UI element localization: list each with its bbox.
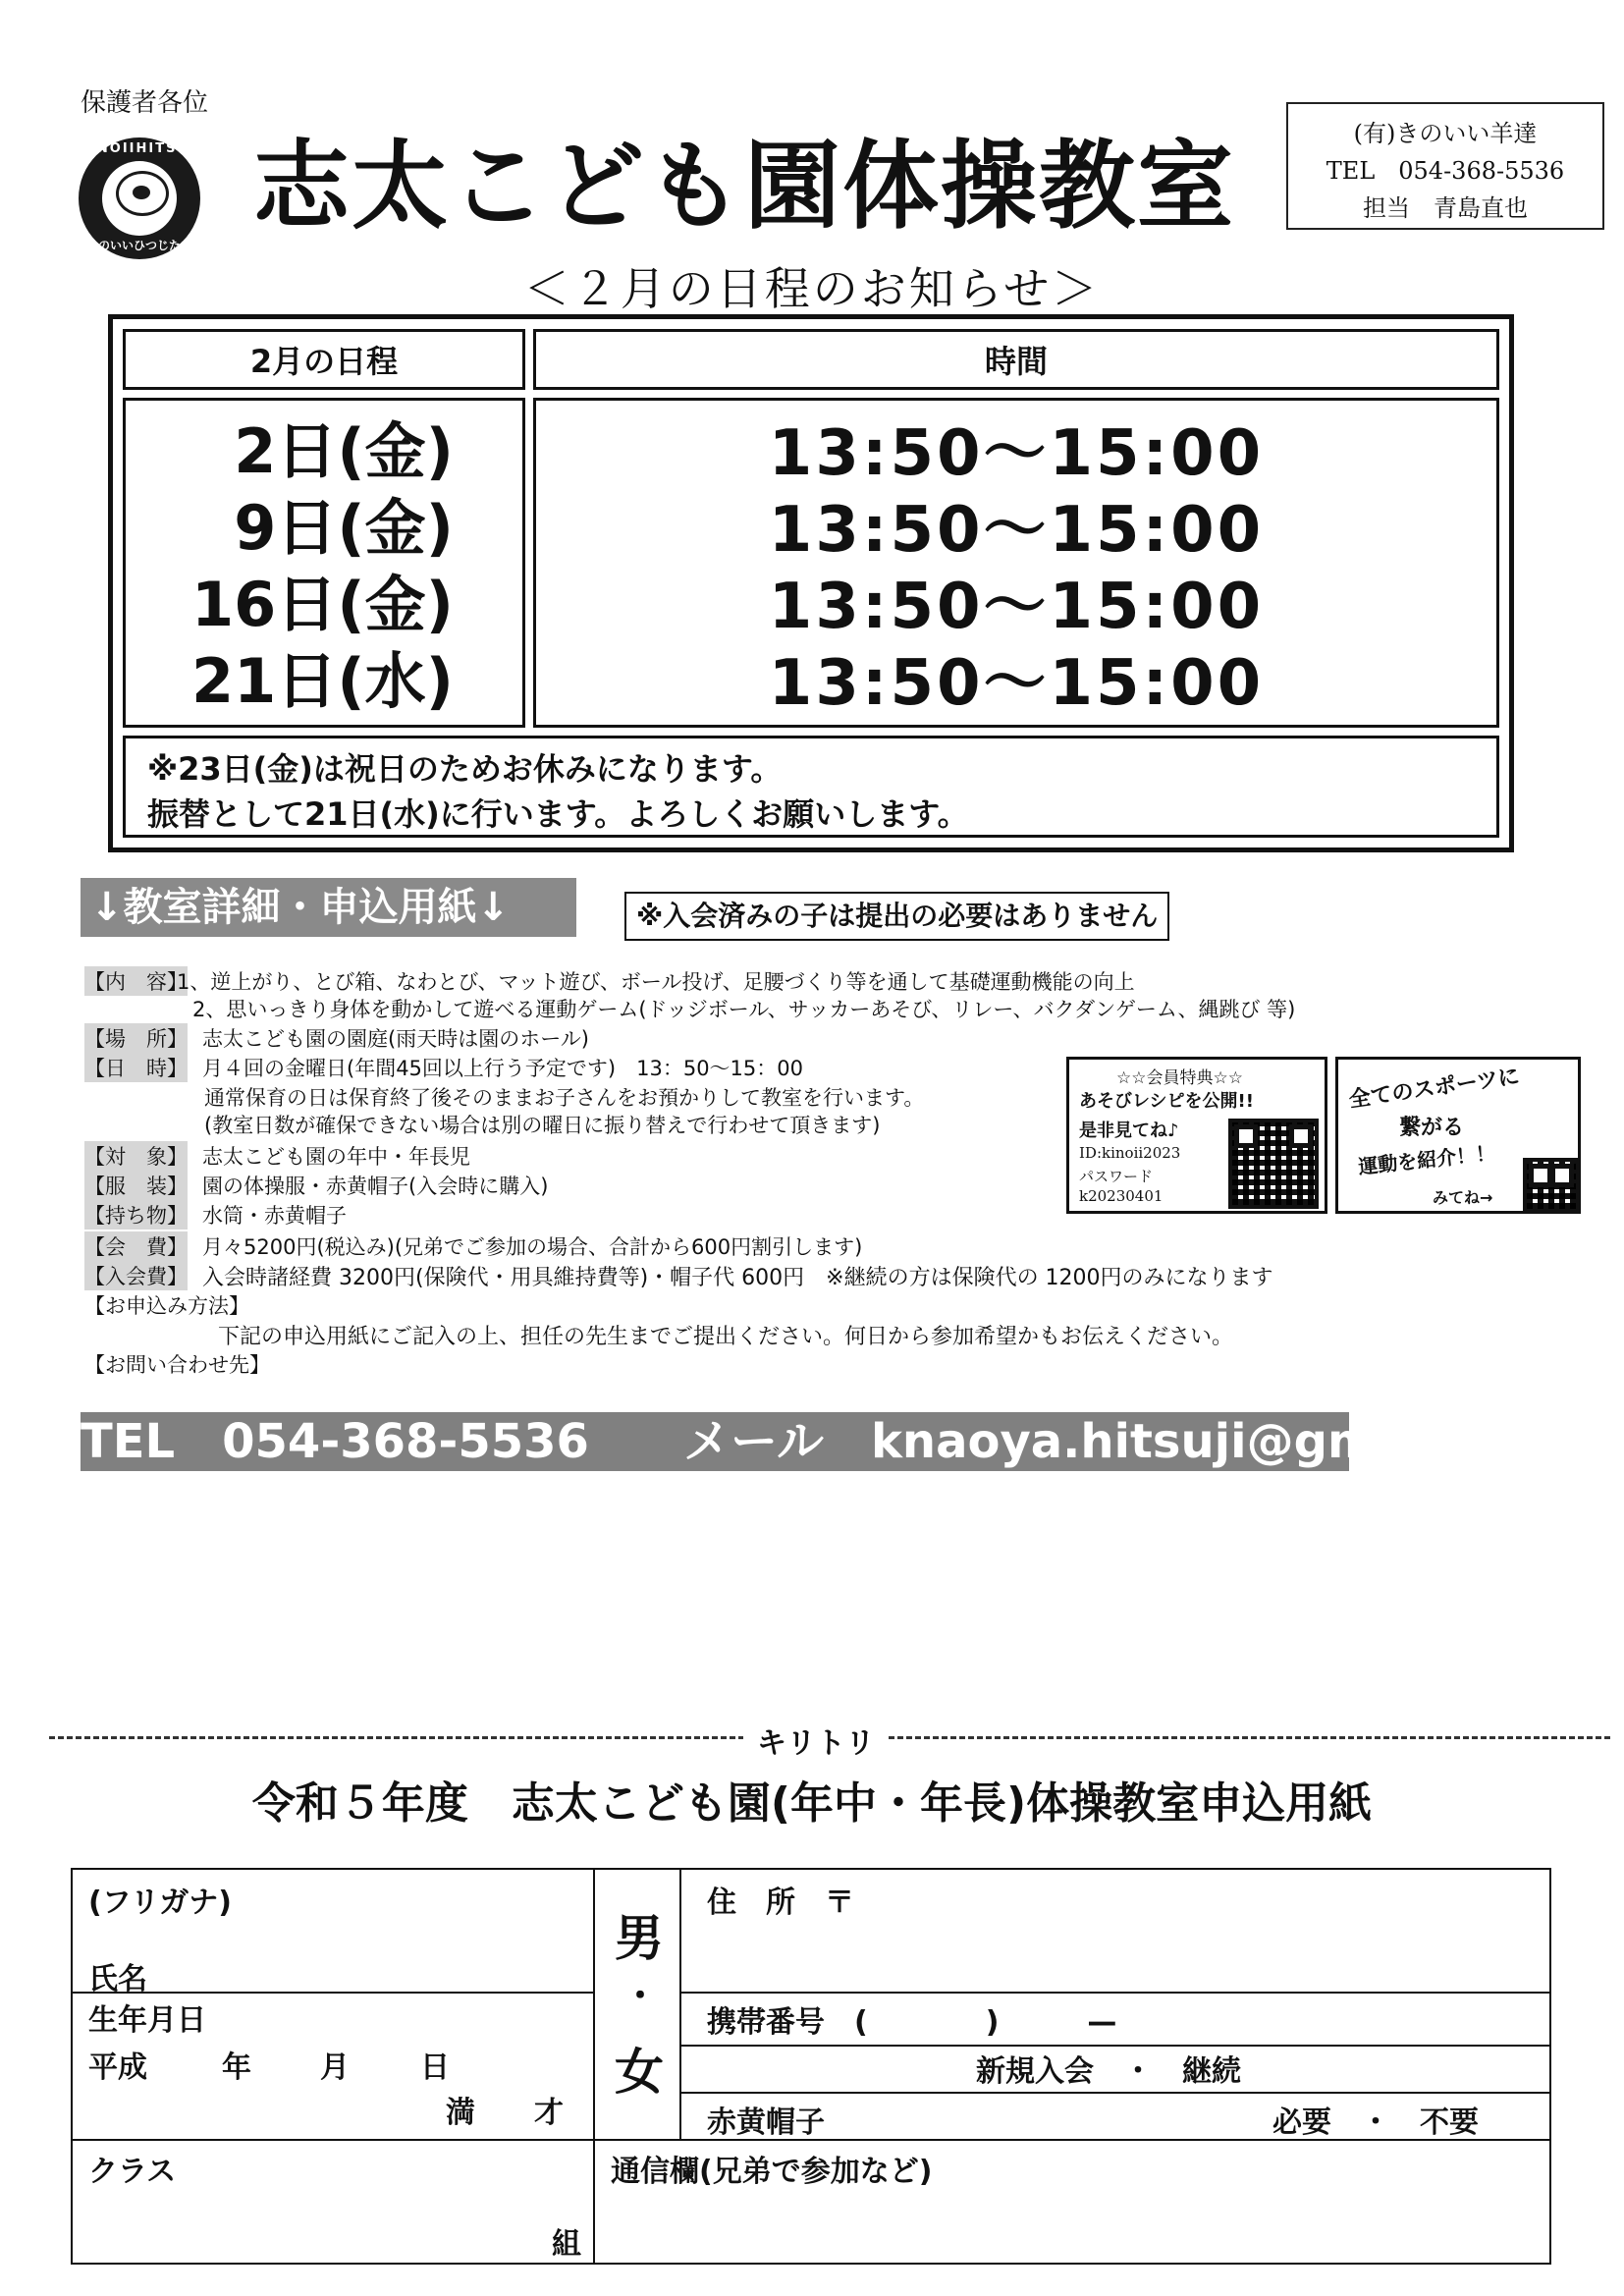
content-label: 【内 容】 xyxy=(84,966,188,996)
datetime-label: 【日 時】 xyxy=(84,1053,188,1082)
class-field[interactable]: クラス xyxy=(88,2155,177,2189)
birth-year-field[interactable]: 年 xyxy=(222,2050,251,2085)
target-text: 志太こども園の年中・年長児 xyxy=(202,1145,470,1169)
address-field[interactable]: 住 所 〒 xyxy=(707,1886,854,1920)
place-label: 【場 所】 xyxy=(84,1023,188,1053)
schedule-time: 13:50〜15:00 xyxy=(768,417,1265,490)
target-label: 【対 象】 xyxy=(84,1141,188,1171)
gender-male-option[interactable]: 男 xyxy=(615,1910,664,1967)
schedule-date: 2日(金) xyxy=(234,415,454,487)
birth-month-field[interactable]: 月 xyxy=(320,2050,350,2085)
form-divider xyxy=(593,2139,595,2265)
age-field[interactable]: 満 才 xyxy=(446,2096,564,2130)
hat-options[interactable]: 必要 ・ 不要 xyxy=(1272,2105,1479,2140)
schedule-table xyxy=(108,314,1514,852)
schedule-dates-cell xyxy=(123,398,525,728)
sports-line-4: みてね→ xyxy=(1433,1188,1493,1207)
birth-day-field[interactable]: 日 xyxy=(420,2050,450,2085)
sports-promo-box xyxy=(1335,1057,1581,1214)
birth-era: 平成 xyxy=(88,2050,147,2085)
apply-text: 下記の申込用紙にご記入の上、担任の先生までご提出ください。何日から参加希望かもお伝えください。 xyxy=(218,1325,1234,1349)
sports-line-2: 繋がる xyxy=(1399,1116,1465,1140)
content-line-1: 1、逆上がり、とび箱、なわとび、マット遊び、ボール投げ、足腰づくり等を通して基礎運動機能の向上 xyxy=(177,970,1135,994)
fee-text: 月々5200円(税込み)(兄弟でご参加の場合、合計から600円割引します) xyxy=(202,1235,863,1259)
logo-text-bottom: きのいいひつじたち xyxy=(85,239,192,252)
schedule-date: 16日(金) xyxy=(191,569,454,640)
cut-label: キリトリ xyxy=(743,1719,889,1762)
perk-line-see: 是非見てね♪ xyxy=(1079,1121,1179,1141)
clothes-label: 【服 装】 xyxy=(84,1171,188,1200)
sheep-icon xyxy=(116,171,169,216)
page-subtitle: ＜２月の日程のお知らせ＞ xyxy=(523,262,1101,315)
sheep-logo-icon xyxy=(79,137,203,259)
perk-title: ☆☆会員特典☆☆ xyxy=(1116,1068,1243,1088)
addressee: 保護者各位 xyxy=(81,88,209,118)
application-form xyxy=(71,1868,1551,2265)
schedule-time: 13:50〜15:00 xyxy=(768,647,1265,720)
perk-line-recipes: あそびレシピを公開!! xyxy=(1079,1091,1254,1112)
group-label: 組 xyxy=(552,2227,581,2262)
schedule-time: 13:50〜15:00 xyxy=(768,494,1265,567)
sports-line-1: 全てのスポーツに xyxy=(1347,1064,1522,1114)
notice-substitute: 振替として21日(水)に行います。よろしくお願いします。 xyxy=(147,795,969,833)
schedule-date: 9日(金) xyxy=(234,492,454,564)
datetime-text: 月４回の金曜日(年間45回以上行う予定です) 13：50〜15：00 xyxy=(202,1057,803,1080)
hat-label: 赤黄帽子 xyxy=(707,2105,825,2140)
perk-id: ID:kinoii2023 xyxy=(1079,1144,1181,1162)
perk-password-label: パスワード xyxy=(1079,1168,1154,1185)
form-divider xyxy=(679,1992,1551,1994)
form-divider xyxy=(679,2092,1551,2094)
form-divider xyxy=(73,1992,593,1994)
schedule-header-time: 時間 xyxy=(533,329,1499,390)
apply-label: 【お申込み方法】 xyxy=(84,1294,249,1318)
form-divider xyxy=(679,1870,681,2139)
datetime-note-2: (教室日数が確保できない場合は別の曜日に振り替えで行わせて頂きます) xyxy=(204,1114,881,1137)
content-line-2: 2、思いっきり身体を動かして遊べる運動ゲーム(ドッジボール、サッカーあそび、リレー、バクダンゲーム、縄跳び 等) xyxy=(192,998,1296,1021)
birth-label: 生年月日 xyxy=(88,2003,206,2038)
logo-inner xyxy=(102,161,177,236)
qr-code-icon[interactable] xyxy=(1228,1119,1319,1209)
entry-fee-label: 【入会費】 xyxy=(84,1261,188,1290)
furigana-label: (フリガナ) xyxy=(88,1886,232,1920)
entry-fee-text: 入会時諸経費 3200円(保険代・用具維持費等)・帽子代 600円 ※継続の方は保険代の 1200円のみになります xyxy=(202,1266,1273,1290)
company-name: (有)きのいい羊達 xyxy=(1353,120,1538,147)
member-perk-box xyxy=(1066,1057,1327,1214)
form-divider xyxy=(593,1870,595,2139)
schedule-date: 21日(水) xyxy=(191,645,454,717)
schedule-header-date: 2月の日程 xyxy=(123,329,525,390)
company-tel: TEL 054-368-5536 xyxy=(1326,157,1565,185)
company-box xyxy=(1286,102,1604,230)
clothes-text: 園の体操服・赤黄帽子(入会時に購入) xyxy=(202,1175,549,1198)
fee-label: 【会 費】 xyxy=(84,1231,188,1261)
place-text: 志太こども園の園庭(雨天時は園のホール) xyxy=(202,1027,589,1051)
schedule-notice xyxy=(123,736,1499,838)
company-contact: 担当 青島直也 xyxy=(1363,194,1528,222)
form-title: 令和５年度 志太こども園(年中・年長)体操教室申込用紙 xyxy=(251,1778,1373,1829)
datetime-note-1: 通常保育の日は保育終了後そのままお子さんをお預かりして教室を行います。 xyxy=(204,1086,925,1110)
page-title: 志太こども園体操教室 xyxy=(253,131,1236,243)
sports-line-3: 運動を紹介！！ xyxy=(1357,1140,1497,1179)
qr-code-icon[interactable] xyxy=(1523,1158,1580,1213)
membership-options[interactable]: 新規入会 ・ 継続 xyxy=(976,2054,1241,2089)
gender-separator: ・ xyxy=(623,1976,659,2016)
contact-bar: TEL 054-368-5536 メール knaoya.hitsuji@gmail.com xyxy=(81,1414,1568,1469)
gender-female-option[interactable]: 女 xyxy=(615,2044,664,2101)
items-text: 水筒・赤黄帽子 xyxy=(202,1204,347,1228)
logo-text-top: KINOIIHITSUJI xyxy=(79,141,203,156)
schedule-times-cell xyxy=(533,398,1499,728)
inquiry-label: 【お問い合わせ先】 xyxy=(84,1353,270,1377)
name-field[interactable]: 氏名 xyxy=(88,1962,147,1996)
schedule-time: 13:50〜15:00 xyxy=(768,571,1265,643)
perk-password: k20230401 xyxy=(1079,1187,1164,1205)
notice-holiday: ※23日(金)は祝日のためお休みになります。 xyxy=(147,750,783,788)
phone-field[interactable]: 携帯番号 ( ) — xyxy=(707,2005,1117,2040)
items-label: 【持ち物】 xyxy=(84,1200,188,1230)
no-submit-note: ※入会済みの子は提出の必要はありません xyxy=(624,892,1169,941)
notes-field[interactable]: 通信欄(兄弟で参加など) xyxy=(611,2155,933,2189)
details-banner: ↓教室詳細・申込用紙↓ xyxy=(81,878,576,937)
